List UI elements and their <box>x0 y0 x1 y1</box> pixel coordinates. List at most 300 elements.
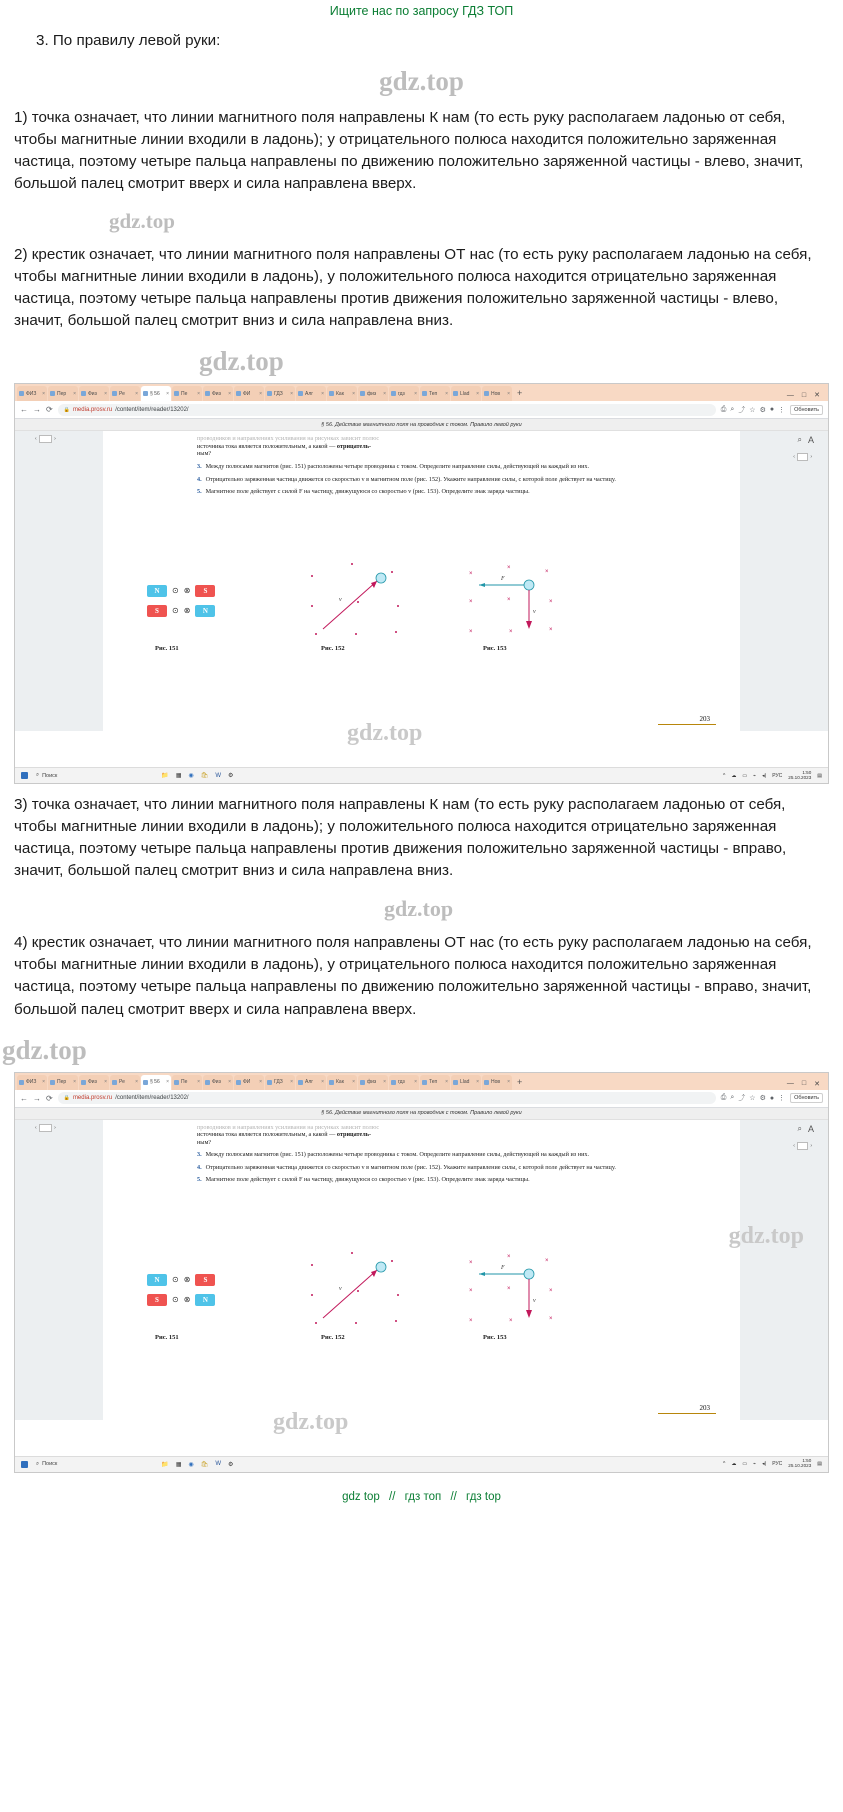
close-icon[interactable]: × <box>135 390 138 397</box>
extension-icon[interactable]: ⚙ <box>759 1095 766 1103</box>
velocity-vector <box>305 1250 415 1330</box>
watermark-overlay-3: gdz.top <box>273 1408 349 1435</box>
figure-151 <box>147 585 215 617</box>
favicon <box>484 1080 489 1085</box>
browser-tab[interactable] <box>389 1075 419 1090</box>
velocity-vector <box>305 561 415 641</box>
favicon <box>143 1080 148 1085</box>
browser-tab[interactable] <box>172 1075 202 1090</box>
window-controls <box>781 1080 826 1090</box>
network-icon[interactable]: ⌁ <box>753 1461 757 1468</box>
folder-icon[interactable]: 📁 <box>161 1461 169 1468</box>
close-icon[interactable]: × <box>228 1079 231 1086</box>
exercise-item <box>197 1164 646 1172</box>
textbook-line-2: ным? <box>197 1138 212 1146</box>
battery-icon[interactable]: ▭ <box>742 772 748 779</box>
footer-link-2[interactable]: гдз топ <box>404 1490 442 1503</box>
left-pager[interactable] <box>35 435 56 443</box>
maximize-icon[interactable]: □ <box>801 391 807 399</box>
favicon <box>422 1080 427 1085</box>
share-icon[interactable]: ⤴ <box>738 406 746 414</box>
tab-label: физ <box>367 390 377 397</box>
browser-tab[interactable] <box>451 1075 481 1090</box>
browser-tab-active[interactable] <box>141 1075 171 1090</box>
force-velocity-vectors <box>465 1250 570 1330</box>
close-icon[interactable]: × <box>166 1079 169 1086</box>
svg-text:F: F <box>501 1264 505 1271</box>
clock-date: 25.10.2023 <box>788 774 812 780</box>
zoom-icon[interactable]: ⌕ <box>730 1094 735 1102</box>
close-icon[interactable]: × <box>352 390 355 397</box>
chevron-left-icon[interactable]: ‹ <box>793 454 795 461</box>
browser-tab[interactable] <box>358 1075 388 1090</box>
browser-tab[interactable] <box>358 386 388 401</box>
current-dot-icon: ⊙ <box>172 1294 179 1304</box>
new-tab-button[interactable]: + <box>517 388 523 399</box>
close-icon[interactable]: × <box>73 390 76 397</box>
close-icon[interactable]: × <box>414 390 417 397</box>
back-icon[interactable]: ← <box>20 405 28 415</box>
favicon <box>205 391 210 396</box>
language-indicator[interactable]: РУС <box>772 1461 783 1468</box>
current-cross-icon: ⊗ <box>183 586 191 596</box>
footer-links <box>0 1483 843 1513</box>
update-button[interactable]: Обновить <box>790 1093 823 1103</box>
chevron-left-icon[interactable]: ‹ <box>35 1124 37 1131</box>
page-box[interactable] <box>797 1142 808 1150</box>
font-size-icon[interactable]: A <box>807 1123 814 1134</box>
chevron-up-icon[interactable]: ^ <box>722 1461 726 1468</box>
close-icon[interactable]: × <box>73 1079 76 1086</box>
footer-separator: // <box>389 1490 396 1503</box>
watermark-overlay-1: gdz.top <box>347 720 423 747</box>
figure-152 <box>305 561 415 641</box>
chevron-left-icon[interactable]: ‹ <box>35 436 37 443</box>
search-icon[interactable]: ⌕ <box>797 1123 802 1133</box>
favicon <box>298 1080 303 1085</box>
address-bar[interactable] <box>58 404 716 416</box>
folder-icon[interactable]: 📁 <box>161 773 169 780</box>
close-icon[interactable]: × <box>445 1079 448 1086</box>
taskbar-search[interactable] <box>36 772 57 779</box>
forward-icon[interactable]: → <box>33 1093 41 1103</box>
volume-icon[interactable]: ◂) <box>762 1461 767 1468</box>
browser-tab[interactable] <box>110 386 140 401</box>
cut-line: проводников и направлениях усиливания на рисунках зависит полюс <box>197 1123 380 1131</box>
chrome-icon[interactable]: ◉ <box>188 773 194 780</box>
tab-label: ФИЗ <box>26 1079 37 1086</box>
svg-text:v: v <box>339 1285 342 1292</box>
browser-screenshot-1 <box>14 383 829 784</box>
page-number-rule <box>658 1413 716 1414</box>
browser-tab[interactable] <box>234 1075 264 1090</box>
browser-tab[interactable] <box>48 386 78 401</box>
exercise-text: Между полюсами магнитов (рис. 151) расположены четыре проводника с током. Определите направление силы, действующей на каждый из них. <box>205 462 590 470</box>
page-viewport <box>15 419 828 767</box>
extension-icon[interactable]: ⚙ <box>759 406 766 414</box>
browser-tab[interactable] <box>451 386 481 401</box>
textbook-line-1 <box>197 1131 646 1139</box>
omnibox-icons <box>721 1093 785 1103</box>
cut-line: проводников и направлениях усиливания на рисунках зависит полюс <box>197 435 380 443</box>
menu-icon[interactable]: ⋮ <box>778 406 786 414</box>
widgets-icon[interactable]: ▦ <box>175 773 182 780</box>
word-icon[interactable]: W <box>215 772 222 779</box>
browser-tab[interactable] <box>172 386 202 401</box>
textbook-text <box>197 1124 646 1184</box>
tab-label: Нов <box>491 390 501 397</box>
textbook-line-1-bold: отрицатель- <box>336 1131 372 1139</box>
exercise-number: 3. <box>197 462 202 470</box>
close-icon[interactable]: × <box>507 390 510 397</box>
reader-tools[interactable] <box>798 1124 815 1134</box>
close-window-icon[interactable]: ✕ <box>814 392 820 400</box>
chevron-right-icon[interactable]: › <box>54 1124 56 1131</box>
close-icon[interactable]: × <box>476 1079 479 1086</box>
magnet-south: S <box>195 585 215 597</box>
browser-tab[interactable] <box>203 1075 233 1090</box>
tab-label: Теп <box>429 390 438 397</box>
bookmark-icon[interactable]: ☆ <box>749 406 756 414</box>
current-dot-icon: ⊙ <box>172 606 179 616</box>
favicon <box>391 1080 396 1085</box>
current-cross-icon: ⊗ <box>183 1294 191 1304</box>
right-page-gutter <box>740 431 828 731</box>
menu-icon[interactable]: ⋮ <box>778 1095 786 1103</box>
svg-text:v: v <box>339 597 342 604</box>
lock-icon: 🔒 <box>63 1095 70 1102</box>
translate-icon[interactable]: ⎙ <box>720 405 727 413</box>
bookmark-icon[interactable]: ☆ <box>749 1095 756 1103</box>
taskbar-tray <box>723 1459 822 1469</box>
magnet-north: N <box>195 1294 215 1306</box>
omnibox-bar <box>15 401 828 419</box>
exercise-text: Между полюсами магнитов (рис. 151) расположены четыре проводника с током. Определите направление силы, действующей на каждый из них. <box>205 1151 590 1159</box>
close-icon[interactable]: × <box>166 390 169 397</box>
close-icon[interactable]: × <box>290 390 293 397</box>
close-icon[interactable]: × <box>445 390 448 397</box>
favicon <box>205 1080 210 1085</box>
store-icon[interactable]: 🛍 <box>200 1461 209 1468</box>
close-icon[interactable]: × <box>259 390 262 397</box>
favicon <box>360 391 365 396</box>
chevron-right-icon[interactable]: › <box>54 436 56 443</box>
translate-icon[interactable]: ⎙ <box>720 1094 727 1102</box>
close-icon[interactable]: × <box>42 1079 45 1086</box>
search-placeholder: Поиск <box>42 1461 58 1468</box>
tab-label: Пер <box>57 390 67 397</box>
tab-label: Физ <box>212 1079 221 1086</box>
figure-152 <box>305 1250 415 1330</box>
network-icon[interactable]: ⌁ <box>753 772 757 779</box>
browser-tab[interactable] <box>17 386 47 401</box>
page-box[interactable] <box>797 453 808 461</box>
right-pager[interactable] <box>793 1142 812 1150</box>
magnet-north: N <box>147 1274 167 1286</box>
tab-label: Пер <box>57 1079 67 1086</box>
font-size-icon[interactable]: A <box>807 435 814 446</box>
browser-tab[interactable] <box>327 1075 357 1090</box>
watermark-5: gdz.top <box>384 896 454 922</box>
chevron-up-icon[interactable]: ^ <box>722 772 726 779</box>
textbook-line-1 <box>197 443 646 451</box>
search-icon[interactable]: ⌕ <box>797 435 802 445</box>
favicon <box>19 391 24 396</box>
tab-label: гдз <box>398 1079 405 1086</box>
chevron-left-icon[interactable]: ‹ <box>793 1142 795 1149</box>
reader-canvas <box>15 1120 828 1420</box>
watermark-3: gdz.top <box>199 346 284 377</box>
profile-icon[interactable]: ● <box>769 1094 775 1102</box>
exercise-text: Отрицательно заряженная частица движется со скоростью v в магнитном поле (рис. 152). Укажите направление силы, с которой поле действует на частицу. <box>205 1163 616 1171</box>
browser-tab[interactable] <box>296 386 326 401</box>
minimize-icon[interactable]: — <box>786 391 794 399</box>
magnet-north: N <box>147 585 167 597</box>
close-icon[interactable]: × <box>104 1079 107 1086</box>
forward-icon[interactable]: → <box>33 405 41 415</box>
browser-tab[interactable] <box>327 386 357 401</box>
tab-label: § 56 <box>150 390 160 397</box>
tab-label: Пе <box>181 1079 188 1086</box>
reload-icon[interactable]: ⟳ <box>46 1093 53 1103</box>
figure-151-caption: Рис. 151 <box>155 1333 179 1341</box>
document-title-bar <box>15 419 828 431</box>
favicon <box>81 1080 86 1085</box>
update-button[interactable]: Обновить <box>790 405 823 415</box>
tab-label: Ре <box>119 1079 125 1086</box>
favicon <box>267 1080 272 1085</box>
exercise-number: 4. <box>197 1163 202 1171</box>
browser-tab-active[interactable] <box>141 386 171 401</box>
page-box[interactable] <box>39 435 52 443</box>
browser-tab[interactable] <box>420 386 450 401</box>
favicon <box>81 391 86 396</box>
reload-icon[interactable]: ⟳ <box>46 405 53 415</box>
url-domain: media.prosv.ru <box>72 1095 113 1102</box>
chrome-icon[interactable]: ◉ <box>188 1461 194 1468</box>
paragraph-2: 2) крестик означает, что линии магнитного поля направлены ОТ нас (то есть руку располагаем ладонью на себя, чтобы магнитные линии входили в ладонь), у положительного полюса находится отрицательно заряженная частица, поэтому четыре пальца направлены против движения положительно заряженной частицы - влево, значит, большой палец смотрит вниз и сила направлена вниз. <box>14 246 812 330</box>
exercise-number: 5. <box>197 488 202 496</box>
footer-separator: // <box>450 1490 457 1503</box>
close-icon[interactable]: × <box>197 1079 200 1086</box>
browser-tab[interactable] <box>482 386 512 401</box>
search-placeholder: Поиск <box>42 772 58 779</box>
close-icon[interactable]: × <box>383 390 386 397</box>
word-icon[interactable]: W <box>215 1461 222 1468</box>
page-viewport <box>15 1108 828 1456</box>
exercise-item <box>197 1176 646 1184</box>
figure-152-caption: Рис. 152 <box>321 1333 345 1341</box>
textbook-line-1-text: источника тока является положительным, а какой — <box>197 1131 336 1139</box>
favicon <box>19 1080 24 1085</box>
browser-tab[interactable] <box>234 386 264 401</box>
watermark-6: gdz.top <box>2 1034 87 1065</box>
right-page-gutter <box>740 1120 828 1420</box>
favicon <box>453 1080 458 1085</box>
page-box[interactable] <box>39 1124 52 1132</box>
figure-152-caption: Рис. 152 <box>321 645 345 653</box>
start-icon[interactable] <box>21 1461 28 1468</box>
figure-153-caption: Рис. 153 <box>483 1333 507 1341</box>
cloud-icon[interactable]: ☁ <box>731 772 737 779</box>
tab-label: Нов <box>491 1079 501 1086</box>
favicon <box>453 391 458 396</box>
close-icon[interactable]: × <box>414 1079 417 1086</box>
close-icon[interactable]: × <box>352 1079 355 1086</box>
tab-label: гдз <box>398 390 405 397</box>
browser-tab[interactable] <box>48 1075 78 1090</box>
tab-label: ГДЗ <box>274 390 283 397</box>
tab-label: Алг <box>305 1079 314 1086</box>
close-icon[interactable]: × <box>383 1079 386 1086</box>
magnet-south: S <box>195 1274 215 1286</box>
taskbar-pinned <box>161 1461 233 1468</box>
favicon <box>50 1080 55 1085</box>
figure-151 <box>147 1274 215 1306</box>
tab-label: Как <box>336 1079 344 1086</box>
close-icon[interactable]: × <box>197 390 200 397</box>
volume-icon[interactable]: ◂) <box>762 772 767 779</box>
favicon <box>391 391 396 396</box>
exercise-item <box>197 488 646 496</box>
share-icon[interactable]: ⤴ <box>738 1095 746 1103</box>
favicon <box>50 391 55 396</box>
figure-153: × × × × × × × × × F v <box>465 561 570 641</box>
browser-tab[interactable] <box>17 1075 47 1090</box>
exercise-number: 3. <box>197 1151 202 1159</box>
maximize-icon[interactable]: □ <box>801 1080 807 1088</box>
close-icon[interactable]: × <box>476 390 479 397</box>
left-page-gutter <box>15 431 103 731</box>
favicon <box>236 1080 241 1085</box>
footer-link-1[interactable]: gdz top <box>342 1490 380 1503</box>
tab-label: Ре <box>119 390 125 397</box>
chevron-right-icon[interactable]: › <box>810 454 812 461</box>
tab-label: ГДЗ <box>274 1079 283 1086</box>
close-icon[interactable]: × <box>104 390 107 397</box>
language-indicator[interactable]: РУС <box>772 772 783 779</box>
document-title: § 56. Действие магнитного поля на проводник с током. Правило левой руки <box>321 1110 522 1117</box>
tab-strip <box>15 1073 828 1090</box>
search-icon: ⌕ <box>36 1460 40 1467</box>
clock-time: 1:50 <box>802 1458 812 1464</box>
left-pager[interactable] <box>35 1124 56 1132</box>
favicon <box>143 391 148 396</box>
favicon <box>174 1080 179 1085</box>
figure-153: × × × × × × × × × F v <box>465 1250 570 1330</box>
intro-line: 3. По правилу левой руки: <box>36 32 221 49</box>
notifications-icon[interactable]: ▤ <box>817 772 822 779</box>
battery-icon[interactable]: ▭ <box>742 1461 748 1468</box>
taskbar-search[interactable] <box>36 1461 57 1468</box>
browser-tab[interactable] <box>420 1075 450 1090</box>
url-path: /content/item/reader/13202/ <box>115 406 189 413</box>
svg-text:v: v <box>533 1297 536 1304</box>
tab-label: Физ <box>88 1079 97 1086</box>
browser-tab[interactable] <box>79 1075 109 1090</box>
figures-row <box>135 553 708 663</box>
tab-label: Llad <box>460 390 470 397</box>
settings-icon[interactable]: ⚙ <box>228 773 234 780</box>
taskbar-tray <box>723 771 822 781</box>
exercise-number: 4. <box>197 475 202 483</box>
page-number-rule <box>658 724 716 725</box>
tab-label: Как <box>336 390 344 397</box>
browser-tab[interactable] <box>482 1075 512 1090</box>
favicon <box>360 1080 365 1085</box>
paragraph-1: 1) точка означает, что линии магнитного поля направлены К нам (то есть руку располагаем ладонью от себя, чтобы магнитные линии входили в ладонь); у отрицательного полюса находится положительно заряженная частица, поэтому четыре пальца направлены по движению положительно заряженной частицы - влево, значит, большой палец смотрит вверх и сила направлена вверх. <box>14 109 804 193</box>
svg-text:F: F <box>501 576 505 583</box>
book-page-number: 203 <box>699 1403 710 1412</box>
url-domain: media.prosv.ru <box>72 406 113 413</box>
taskbar-pinned <box>161 772 233 779</box>
close-icon[interactable]: × <box>259 1079 262 1086</box>
close-icon[interactable]: × <box>321 390 324 397</box>
exercise-text: Магнитное поле действует с силой F на частицу, движущуюся со скоростью v (рис. 153). Определите знак заряда частицы. <box>205 1176 530 1184</box>
tab-label: Алг <box>305 390 314 397</box>
favicon <box>298 391 303 396</box>
current-dot-icon: ⊙ <box>172 1274 179 1284</box>
left-page-gutter <box>15 1120 103 1420</box>
favicon <box>422 391 427 396</box>
browser-tab[interactable] <box>296 1075 326 1090</box>
settings-icon[interactable]: ⚙ <box>228 1461 234 1468</box>
textbook-line-2: ным? <box>197 450 212 458</box>
widgets-icon[interactable]: ▦ <box>175 1461 182 1468</box>
close-icon[interactable]: × <box>321 1079 324 1086</box>
watermark-2: gdz.top <box>109 209 175 234</box>
close-icon[interactable]: × <box>507 1079 510 1086</box>
svg-text:v: v <box>533 609 536 616</box>
reader-tools[interactable] <box>798 435 815 445</box>
textbook-line-1-bold: отрицатель- <box>336 442 372 450</box>
close-icon[interactable]: × <box>42 390 45 397</box>
start-icon[interactable] <box>21 772 28 779</box>
browser-tab[interactable] <box>265 1075 295 1090</box>
cloud-icon[interactable]: ☁ <box>731 1461 737 1468</box>
close-icon[interactable]: × <box>135 1079 138 1086</box>
browser-tab[interactable] <box>79 386 109 401</box>
notifications-icon[interactable]: ▤ <box>817 1461 822 1468</box>
document-title-bar <box>15 1108 828 1120</box>
tab-label: Физ <box>212 390 221 397</box>
close-icon[interactable]: × <box>290 1079 293 1086</box>
close-window-icon[interactable]: ✕ <box>814 1080 820 1088</box>
profile-icon[interactable]: ● <box>769 406 775 414</box>
back-icon[interactable]: ← <box>20 1093 28 1103</box>
taskbar-clock[interactable] <box>788 771 811 781</box>
url-path: /content/item/reader/13202/ <box>115 1095 189 1102</box>
tab-label: Физ <box>88 390 97 397</box>
new-tab-button[interactable]: + <box>517 1076 523 1087</box>
exercise-item <box>197 463 646 471</box>
figure-153-caption: Рис. 153 <box>483 645 507 653</box>
taskbar-clock[interactable] <box>788 1459 811 1469</box>
right-pager[interactable] <box>793 453 812 461</box>
tab-label: ФИЗ <box>26 390 37 397</box>
address-bar[interactable] <box>58 1092 716 1104</box>
minimize-icon[interactable]: — <box>786 1080 794 1088</box>
chevron-right-icon[interactable]: › <box>810 1142 812 1149</box>
browser-tab[interactable] <box>110 1075 140 1090</box>
browser-tab[interactable] <box>389 386 419 401</box>
close-icon[interactable]: × <box>228 390 231 397</box>
browser-tab[interactable] <box>203 386 233 401</box>
store-icon[interactable]: 🛍 <box>200 773 209 780</box>
footer-link-3[interactable]: гдз top <box>466 1490 501 1503</box>
zoom-icon[interactable]: ⌕ <box>730 405 735 413</box>
browser-tab[interactable] <box>265 386 295 401</box>
